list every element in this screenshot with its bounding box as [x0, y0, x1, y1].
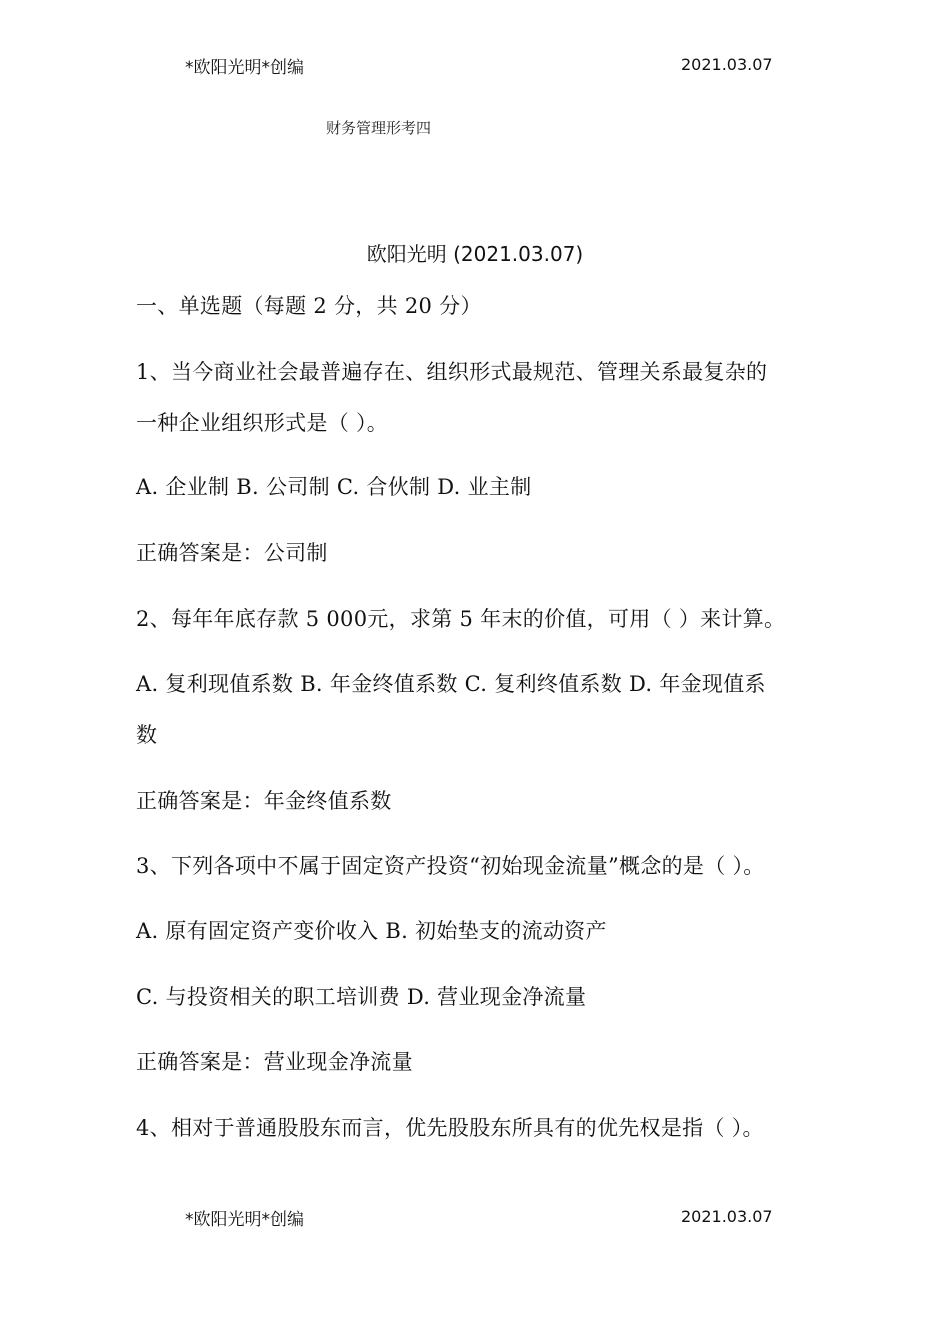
section-title: 一、单选题（每题 2 分，共 20 分） — [136, 294, 482, 318]
footer-date: 2021.03.07 — [681, 1207, 773, 1226]
question-1-options: A. 企业制 B. 公司制 C. 合伙制 D. 业主制 — [136, 475, 532, 499]
question-1-line-1: 1、当今商业社会最普遍存在、组织形式最规范、管理关系最复杂的 — [136, 360, 768, 384]
header-author: *欧阳光明*创编 — [185, 58, 304, 78]
question-3-line-1: 3、下列各项中不属于固定资产投资“初始现金流量”概念的是（ ）。 — [136, 854, 765, 878]
question-3-options-line-2: C. 与投资相关的职工培训费 D. 营业现金净流量 — [136, 985, 587, 1009]
question-1-answer: 正确答案是：公司制 — [136, 541, 328, 565]
question-2-answer: 正确答案是：年金终值系数 — [136, 789, 392, 813]
question-3-answer: 正确答案是：营业现金净流量 — [136, 1050, 413, 1074]
question-4-line-1: 4、相对于普通股股东而言，优先股股东所具有的优先权是指（ ）。 — [136, 1116, 764, 1140]
header-date: 2021.03.07 — [681, 55, 773, 74]
question-2-options-line-2: 数 — [136, 723, 158, 747]
question-2-line-1: 2、每年年底存款 5 000元，求第 5 年末的价值，可用（ ）来计算。 — [136, 607, 786, 631]
footer-author: *欧阳光明*创编 — [185, 1210, 304, 1230]
question-1-line-2: 一种企业组织形式是（ ）。 — [136, 411, 389, 435]
author-line: 欧阳光明 (2021.03.07) — [366, 242, 584, 266]
document-subtitle: 财务管理形考四 — [326, 119, 432, 137]
question-2-options-line-1: A. 复利现值系数 B. 年金终值系数 C. 复利终值系数 D. 年金现值系 — [136, 672, 766, 696]
question-3-options-line-1: A. 原有固定资产变价收入 B. 初始垫支的流动资产 — [136, 919, 607, 943]
